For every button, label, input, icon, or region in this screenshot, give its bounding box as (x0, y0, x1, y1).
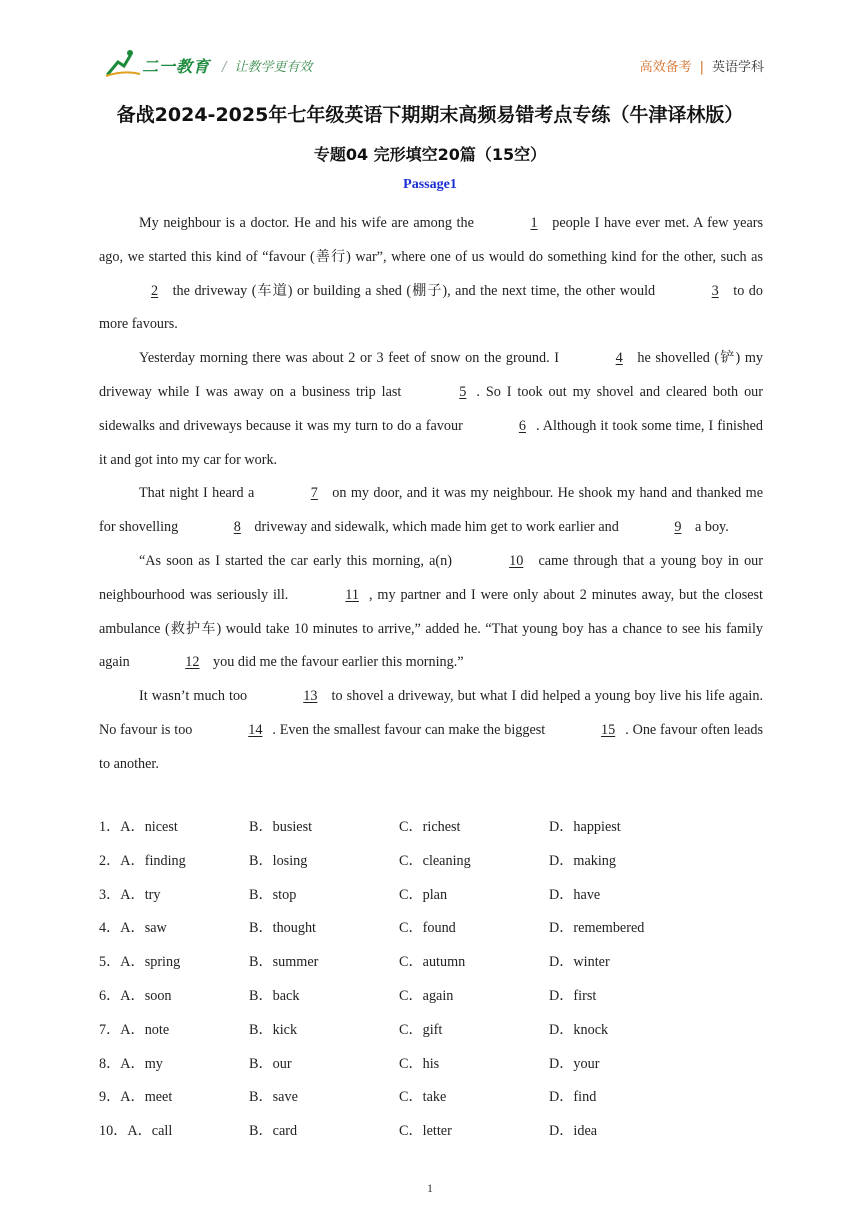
option-choice: B．our (249, 1055, 292, 1072)
option-choice: 2．A．finding (99, 852, 186, 869)
blank-number: 15 (601, 721, 616, 738)
passage-text: “As soon as I started the car early this morning, a(n) (139, 552, 458, 569)
option-row (99, 946, 779, 980)
option-choice: C．take (399, 1089, 447, 1106)
passage-text: to shovel a driveway, but what I did helped a young boy live his life again. No favour is too (99, 688, 764, 738)
passage-paragraph (99, 342, 763, 477)
blank-number: 12 (185, 654, 200, 671)
option-choice: B．card (249, 1123, 298, 1140)
option-choice: 7．A．note (99, 1021, 170, 1038)
passage-text: . Even the smallest favour can make the biggest (272, 721, 550, 738)
blank-number: 1 (530, 215, 538, 231)
passage-text: driveway and sidewalk, which made him get to work earlier and (250, 519, 623, 536)
option-choice: C．again (399, 987, 454, 1004)
option-choice: 3．A．try (99, 886, 161, 903)
option-choice: C．autumn (399, 954, 466, 971)
blank-number: 4 (615, 350, 623, 367)
option-choice: C．gift (399, 1021, 443, 1038)
passage-text: he shovelled (铲) my driveway while I was away on a business trip last (99, 350, 763, 400)
option-choice: C．richest (399, 819, 461, 835)
blank-number: 14 (248, 721, 263, 738)
option-choice: B．busiest (249, 819, 313, 835)
slogan-separator: / (222, 60, 227, 75)
option-choice: B．stop (249, 886, 297, 903)
answer-blank (660, 275, 729, 309)
option-choice: C．his (399, 1055, 440, 1072)
header-right (640, 56, 764, 75)
answer-blank (407, 376, 476, 410)
option-choice: B．back (249, 987, 300, 1004)
passage-text: on my door, and it was my neighbour. He shook my hand and thanked me for shovelling (99, 485, 763, 536)
option-choice: D．winter (549, 954, 610, 971)
page-number: 1 (427, 1181, 433, 1195)
passage-text: Yesterday morning there was about 2 or 3 feet of snow on the ground. I (139, 350, 564, 367)
option-choice: 1．A．nicest (99, 819, 178, 835)
blank-number: 11 (345, 586, 359, 603)
header-tag-exam: 高效备考 (639, 60, 692, 75)
logo-text: 二一教育 (142, 57, 211, 76)
option-row (99, 1115, 779, 1149)
passage-text: the driveway (车道) or building a shed (棚子), and the next time, the other would (168, 282, 660, 299)
passage-text: people I have ever met. A few years ago, we started this kind of “favour (善行) war”, where one of us would do something kind for the other, such as (99, 215, 764, 265)
passage-text: . One favour often leads to another. (99, 721, 763, 772)
slogan-text: 让教学更有效 (234, 60, 313, 75)
blank-number: 13 (303, 688, 318, 705)
answer-blank (457, 545, 533, 579)
option-row (99, 845, 779, 879)
option-choice: D．knock (549, 1021, 609, 1038)
option-row (99, 1081, 779, 1115)
passage-text: a boy. (691, 519, 729, 536)
passage-paragraph (99, 680, 763, 781)
answer-blank (133, 646, 209, 680)
option-choice: D．happiest (549, 819, 621, 835)
option-choice: B．thought (249, 920, 317, 937)
blank-number: 5 (459, 383, 467, 400)
passage-text: . So I took out my shovel and cleared both our sidewalks and driveways because it was my turn to do a favour (99, 383, 763, 434)
option-choice: 8．A．my (99, 1055, 163, 1072)
blank-number: 10 (509, 552, 524, 569)
document-title: 备战2024-2025年七年级英语下期期末高频易错考点专练（牛津译林版） (116, 104, 744, 126)
option-choice: D．idea (549, 1123, 598, 1140)
option-choice: C．cleaning (399, 852, 471, 869)
option-row (99, 980, 779, 1014)
passage-text: That night I heard a (139, 485, 259, 502)
option-row (99, 1014, 779, 1048)
option-choice: 10．A．call (99, 1123, 173, 1140)
answer-blank (196, 714, 272, 748)
passage-paragraph (99, 545, 763, 680)
blank-number: 3 (711, 282, 719, 299)
passage-text: you did me the favour earlier this morning.” (209, 654, 464, 671)
document-subtitle: 专题04 完形填空20篇（15空） (313, 145, 547, 164)
passage-text: . Although it took some time, I finished it and got into my car for work. (99, 417, 763, 468)
passage-label: Passage1 (403, 177, 457, 192)
answer-blank (293, 579, 369, 613)
answer-blank (99, 275, 168, 309)
option-row (99, 811, 779, 845)
option-choice: B．kick (249, 1021, 298, 1038)
passage-text: It wasn’t much too (139, 688, 252, 705)
blank-number: 8 (233, 519, 241, 536)
header-tag-subject: 英语学科 (711, 60, 764, 75)
answer-blank (251, 680, 327, 714)
blank-number: 2 (151, 282, 159, 299)
option-choice: D．have (549, 886, 601, 903)
blank-number: 7 (310, 485, 318, 502)
passage-paragraph (99, 477, 763, 545)
option-choice: C．plan (399, 886, 448, 903)
answer-blank (549, 714, 625, 748)
option-row (99, 879, 779, 913)
passage-text: came through that a young boy in our neighbourhood was seriously ill. (99, 552, 763, 603)
option-choice: B．save (249, 1089, 298, 1106)
answer-blank (622, 511, 691, 545)
passage-body (99, 207, 763, 782)
option-choice: C．found (399, 920, 456, 937)
option-choice: D．making (549, 852, 616, 869)
option-choice: D．your (549, 1055, 600, 1072)
option-choice: B．losing (249, 852, 308, 869)
option-row (99, 1048, 779, 1082)
passage-text: , my partner and I were only about 2 minutes away, but the closest ambulance (救护车) would take 10 minutes to arrive,” added he. “That young boy has a chance to see his family again (99, 586, 763, 671)
blank-number: 6 (518, 417, 526, 434)
answer-blank (479, 207, 548, 241)
passage-text: My neighbour is a doctor. He and his wife are among the (139, 215, 479, 231)
answer-blank (564, 342, 633, 376)
page-header (0, 0, 860, 96)
passage-paragraph (99, 207, 763, 342)
answer-blank (259, 477, 328, 511)
option-choice: 4．A．saw (99, 920, 167, 937)
option-row (99, 912, 779, 946)
option-choice: 6．A．soon (99, 987, 172, 1004)
header-divider: | (699, 60, 704, 75)
option-choice: C．letter (399, 1123, 452, 1140)
answer-blank (182, 511, 251, 545)
option-choice: D．find (549, 1089, 597, 1106)
option-choice: 5．A．spring (99, 954, 181, 971)
options-list (99, 811, 779, 1149)
option-choice: D．first (549, 987, 597, 1004)
header-slogan (222, 56, 312, 75)
passage-text: to do more favours. (99, 282, 763, 333)
option-choice: B．summer (249, 954, 319, 971)
answer-blank (467, 410, 536, 444)
option-choice: D．remembered (549, 920, 645, 937)
blank-number: 9 (674, 519, 682, 536)
option-choice: 9．A．meet (99, 1089, 173, 1106)
